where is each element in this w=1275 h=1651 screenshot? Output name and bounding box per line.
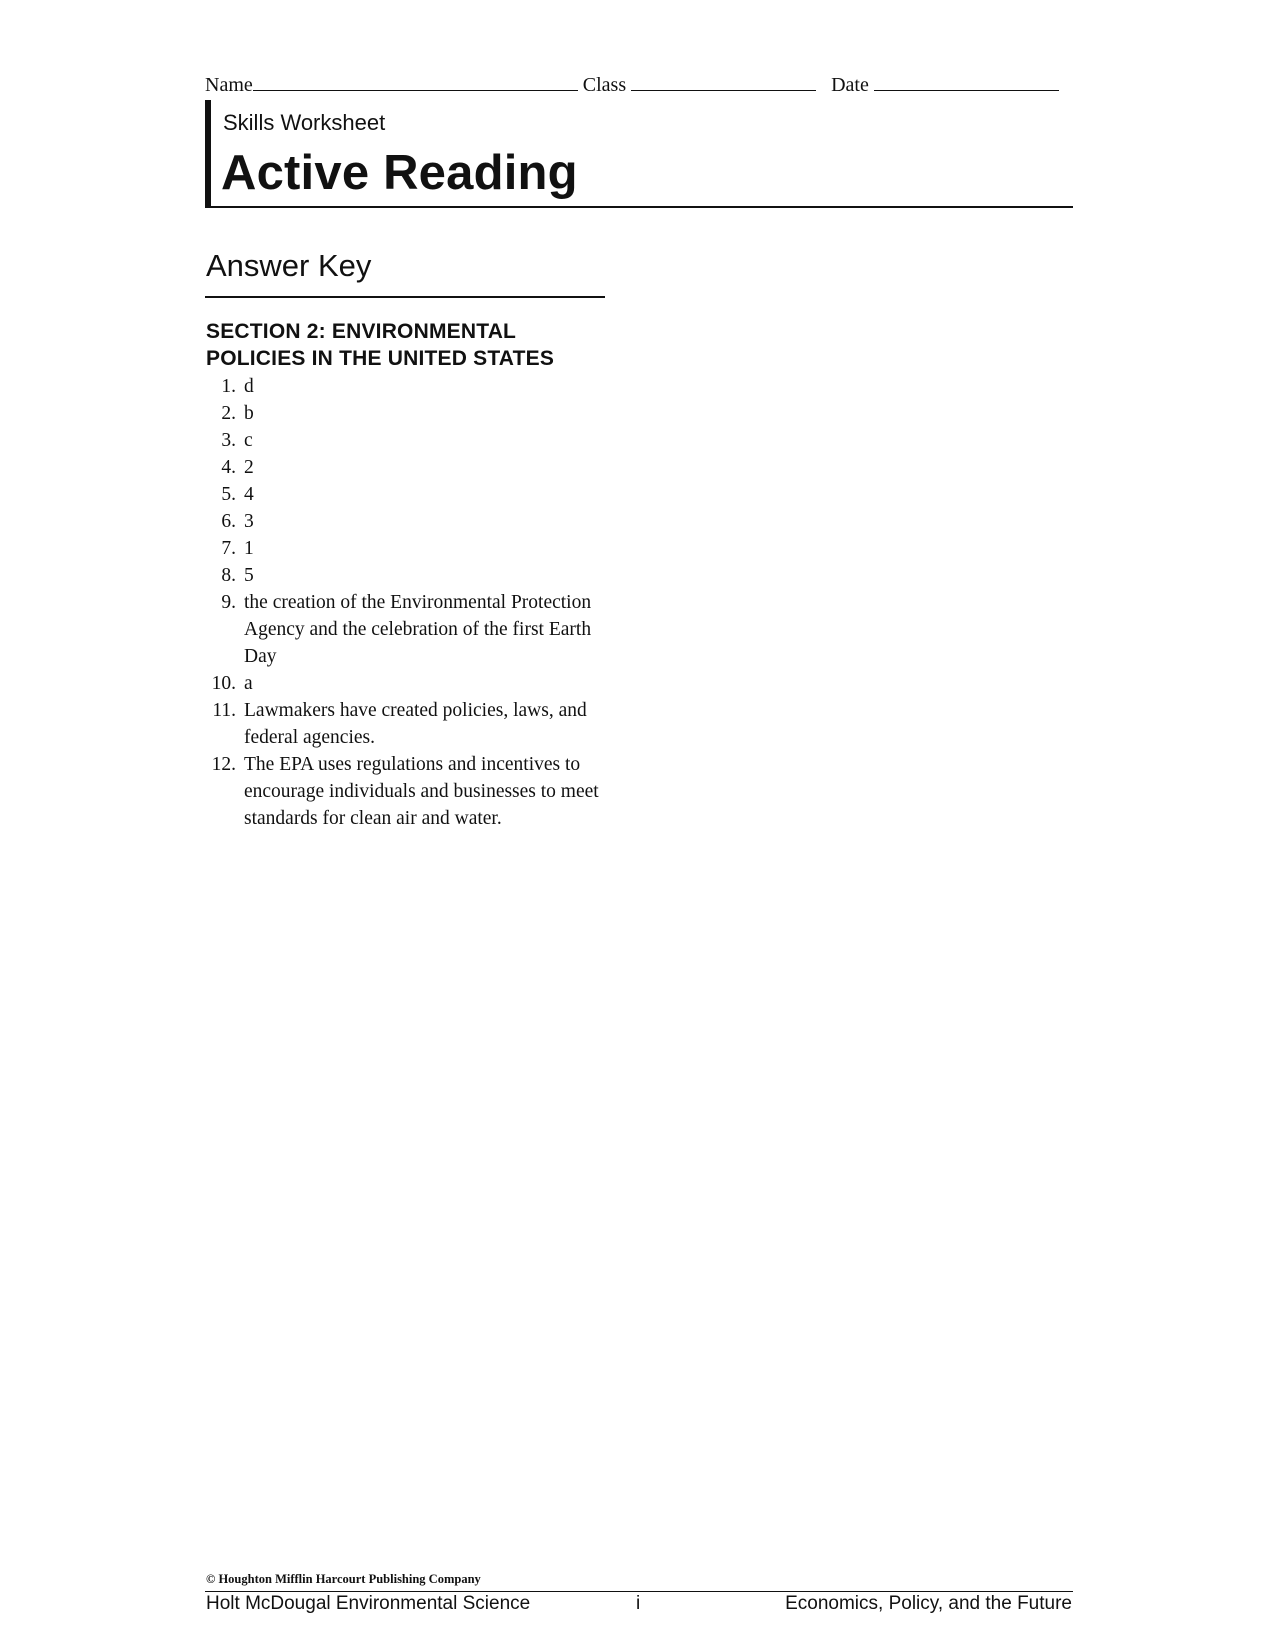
answer-list: [206, 373, 606, 832]
section-heading-line-1: SECTION 2: ENVIRONMENTAL: [206, 320, 517, 343]
section-heading: [206, 318, 626, 372]
answer-text: 1: [244, 538, 254, 559]
answer-key-heading: Answer Key: [206, 248, 372, 283]
answer-number: 7.: [221, 538, 236, 559]
answer-number: 6.: [221, 511, 236, 532]
answer-number: 8.: [221, 565, 236, 586]
name-class-date-row: [205, 72, 1065, 97]
copyright-notice: © Houghton Mifflin Harcourt Publishing Company: [206, 1572, 481, 1586]
answer-item: [206, 508, 606, 535]
answer-text: 4: [244, 484, 254, 505]
title-rule: [205, 206, 1073, 208]
answer-key-rule: [205, 296, 605, 298]
answer-number: 1.: [221, 376, 236, 397]
answer-number: 12.: [211, 754, 236, 775]
answer-number: 3.: [221, 430, 236, 451]
answer-item: [206, 481, 606, 508]
class-blank-line: [631, 72, 816, 91]
answer-number: 10.: [211, 673, 236, 694]
name-label: Name: [205, 74, 253, 96]
answer-text: Lawmakers have created policies, laws, and federal agencies.: [244, 700, 587, 748]
answer-text: 2: [244, 457, 254, 478]
footer-book-title: Holt McDougal Environmental Science: [206, 1593, 531, 1614]
footer-chapter-title: Economics, Policy, and the Future: [785, 1593, 1072, 1614]
date-blank-line: [874, 72, 1059, 91]
page-title: Active Reading: [221, 146, 578, 200]
answer-number: 2.: [221, 403, 236, 424]
class-label: Class: [582, 74, 627, 96]
answer-number: 11.: [212, 700, 236, 721]
footer-page-number: i: [636, 1593, 641, 1614]
answer-item: [206, 427, 606, 454]
answer-text: 5: [244, 565, 254, 586]
answer-item: [206, 562, 606, 589]
answer-text: The EPA uses regulations and incentives to encourage individuals and businesses to meet standards for clean air and water.: [244, 754, 599, 829]
answer-text: 3: [244, 511, 254, 532]
answer-text: b: [244, 403, 254, 424]
answer-item: [206, 535, 606, 562]
answer-text: d: [244, 376, 254, 397]
answer-item: [206, 373, 606, 400]
answer-number: 4.: [221, 457, 236, 478]
answer-item: [206, 454, 606, 481]
answer-number: 5.: [221, 484, 236, 505]
answer-number: 9.: [221, 592, 236, 613]
answer-item: [206, 670, 606, 697]
answer-text: c: [244, 430, 253, 451]
section-heading-line-2: POLICIES IN THE UNITED STATES: [206, 347, 555, 370]
name-blank-line: [253, 72, 578, 91]
answer-item: [206, 697, 606, 751]
answer-item: [206, 400, 606, 427]
answer-text: a: [244, 673, 253, 694]
header-accent-bar: [205, 100, 211, 208]
answer-item: [206, 751, 606, 832]
answer-item: [206, 589, 606, 670]
worksheet-subtitle: Skills Worksheet: [223, 110, 386, 135]
footer-rule: [205, 1591, 1073, 1592]
date-label: Date: [831, 74, 869, 96]
answer-text: the creation of the Environmental Protection Agency and the celebration of the first Earth Day: [244, 592, 592, 667]
